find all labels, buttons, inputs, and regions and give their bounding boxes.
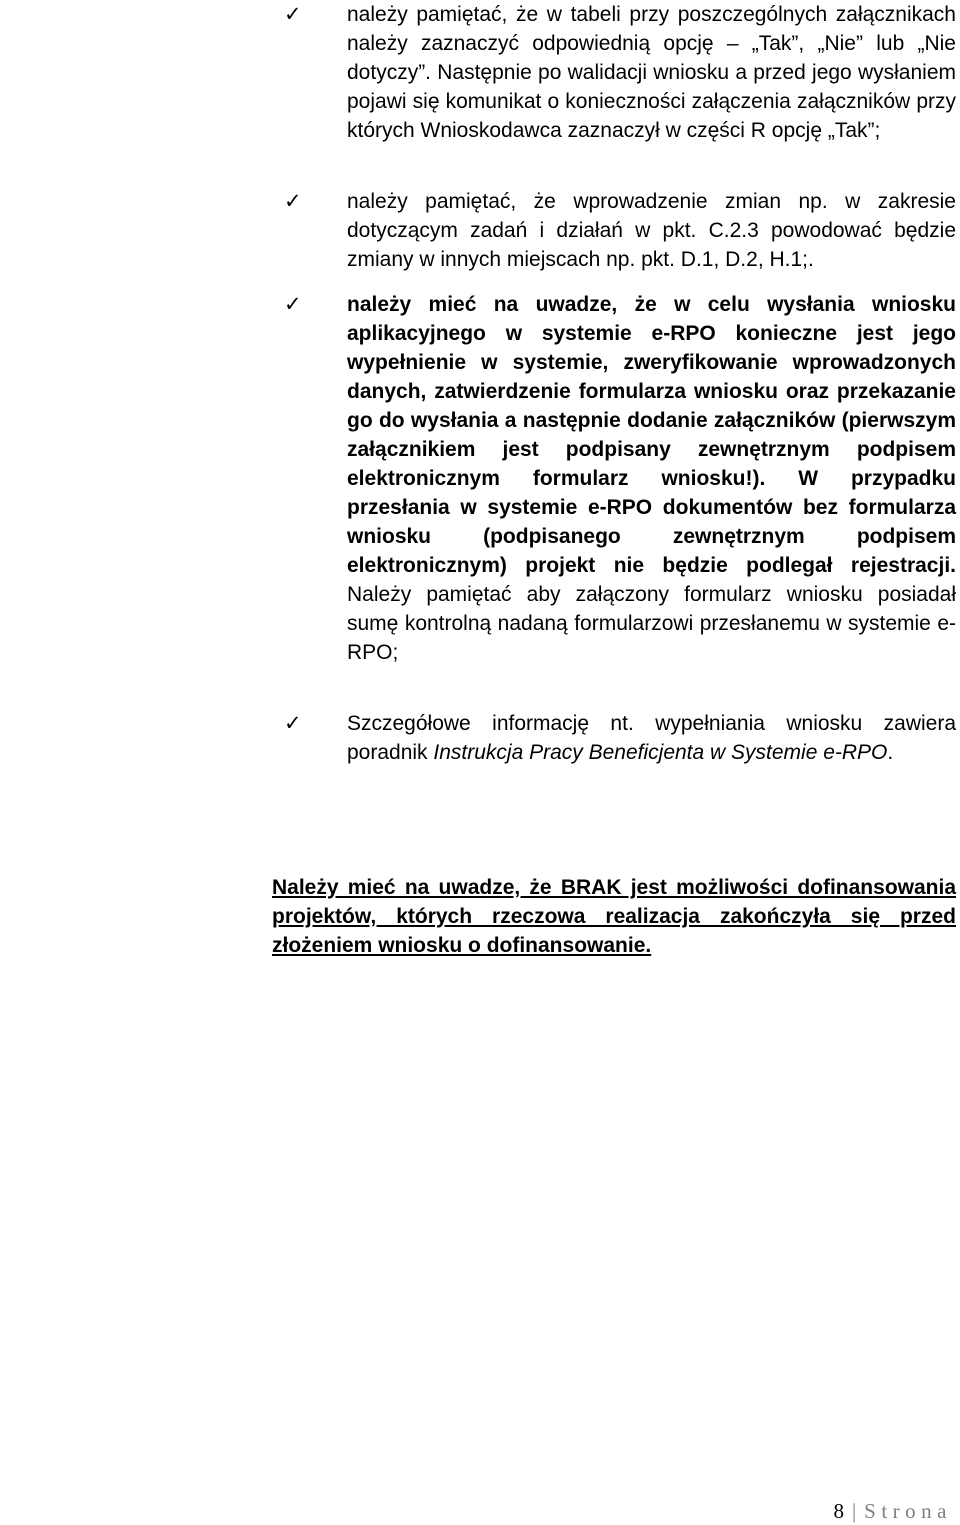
- page-label: Strona: [864, 1499, 952, 1523]
- bullet-bold-text: należy mieć na uwadze, że w celu wysłania wniosku aplikacyjnego w systemie e-RPO konieczne jest jego wypełnienie w systemie, zweryfikowanie wprowadzonych danych, zatwierdzenie formularza wniosku oraz przekazanie go do wysłania a następnie dodanie załączników (pierwszym załącznikiem jest podpisany zewnętrznym podpisem elektronicznym formularz wniosku!). W przypadku przesłania w systemie e-RPO dokumentów bez formularza wniosku (podpisanego zewnętrznym podpisem elektronicznym) projekt nie będzie podlegał rejestracji.: [347, 293, 956, 577]
- checkmark-icon: ✓: [284, 189, 302, 213]
- checkmark-icon: ✓: [284, 2, 302, 26]
- bullet-paragraph: [347, 290, 956, 667]
- funding-notice: Należy mieć na uwadze, że BRAK jest możliwości dofinansowania projektów, których rzeczowa realizacja zakończyła się przed złożeniem wniosku o dofinansowanie.: [272, 876, 956, 957]
- bullet-text: należy pamiętać, że w tabeli przy poszczególnych załącznikach należy zaznaczyć odpowiednią opcję – „Tak”, „Nie” lub „Nie dotyczy”. Następnie po walidacji wniosku a przed jego wysłaniem pojawi się komunikat o konieczności załączenia załączników przy których Wnioskodawca zaznaczył w części R opcję „Tak”;: [347, 3, 956, 142]
- page-number: 8: [833, 1499, 844, 1523]
- bullet-paragraph: [347, 709, 956, 767]
- checkmark-icon: ✓: [284, 711, 302, 735]
- bullet-text: należy pamiętać, że wprowadzenie zmian np. w zakresie dotyczącym zadań i działań w pkt. C.2.3 powodować będzie zmiany w innych miejscach np. pkt. D.1, D.2, H.1;.: [347, 190, 956, 271]
- bullet-end: .: [887, 741, 894, 764]
- bullet-text: Należy pamiętać aby załączony formularz wniosku posiadał sumę kontrolną nadaną formularzowi przesłanemu w systemie e-RPO;: [347, 583, 956, 664]
- document-title: Instrukcja Pracy Beneficjenta w Systemie e-RPO: [433, 741, 888, 764]
- footer-separator: |: [851, 1499, 857, 1523]
- page-footer: [0, 1497, 952, 1525]
- bullet-text: Szczegółowe informację nt. wypełniania wniosku zawiera poradnik: [347, 712, 956, 764]
- checkmark-icon: ✓: [284, 292, 302, 316]
